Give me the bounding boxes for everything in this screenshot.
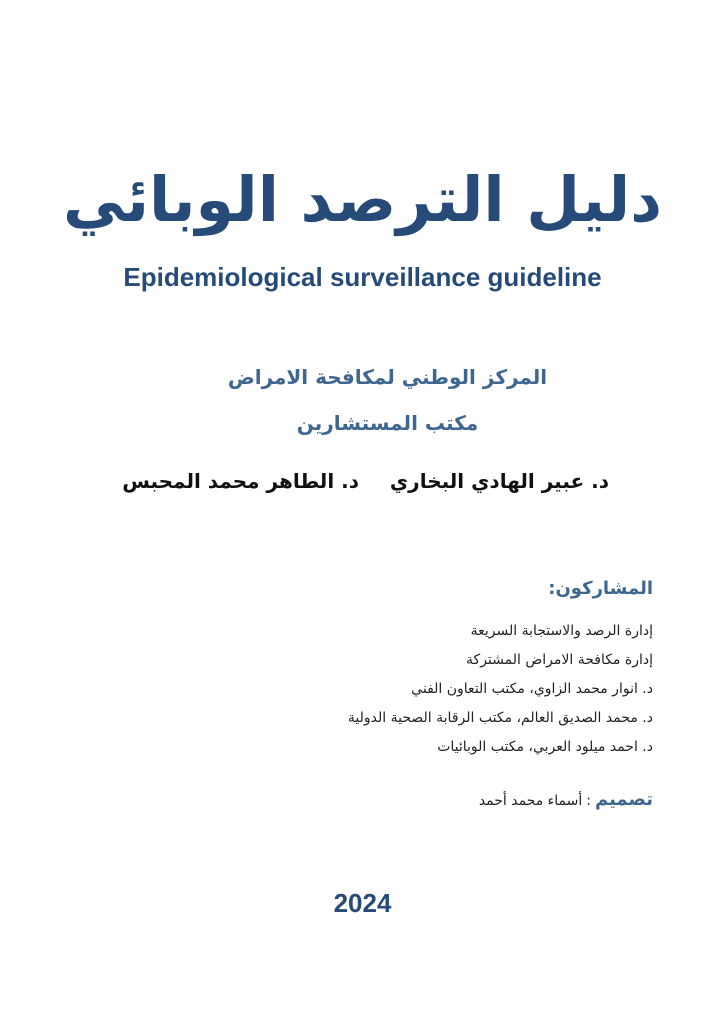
design-credit: [479, 786, 653, 815]
design-separator: :: [586, 793, 591, 809]
participant-item: د. احمد ميلود العربي، مكتب الوبائيات: [437, 739, 653, 755]
organization-name: المركز الوطني لمكافحة الامراض: [227, 365, 548, 389]
participant-item: د. انوار محمد الزاوي، مكتب التعاون الفني: [411, 681, 653, 697]
participant-item: د. محمد الصديق العالم، مكتب الرقابة الصحية الدولية: [347, 710, 653, 726]
participants-heading: المشاركون:: [548, 578, 653, 599]
participant-item: إدارة الرصد والاستجابة السريعة: [470, 623, 653, 639]
arabic-title: دليل الترصد الوبائي: [62, 163, 663, 236]
office-name: مكتب المستشارين: [296, 411, 479, 435]
english-title: Epidemiological surveillance guideline: [123, 262, 602, 292]
publication-year: 2024: [333, 888, 392, 918]
authors: [122, 466, 609, 498]
designer-name: أسماء محمد أحمد: [478, 793, 583, 809]
participants-list: [348, 617, 653, 762]
design-label: تصميم: [594, 789, 653, 810]
participant-item: إدارة مكافحة الامراض المشتركة: [466, 652, 653, 668]
author-1: د. عبير الهادي البخاري: [389, 469, 609, 493]
author-2: د. الطاهر محمد المحبس: [122, 469, 359, 493]
